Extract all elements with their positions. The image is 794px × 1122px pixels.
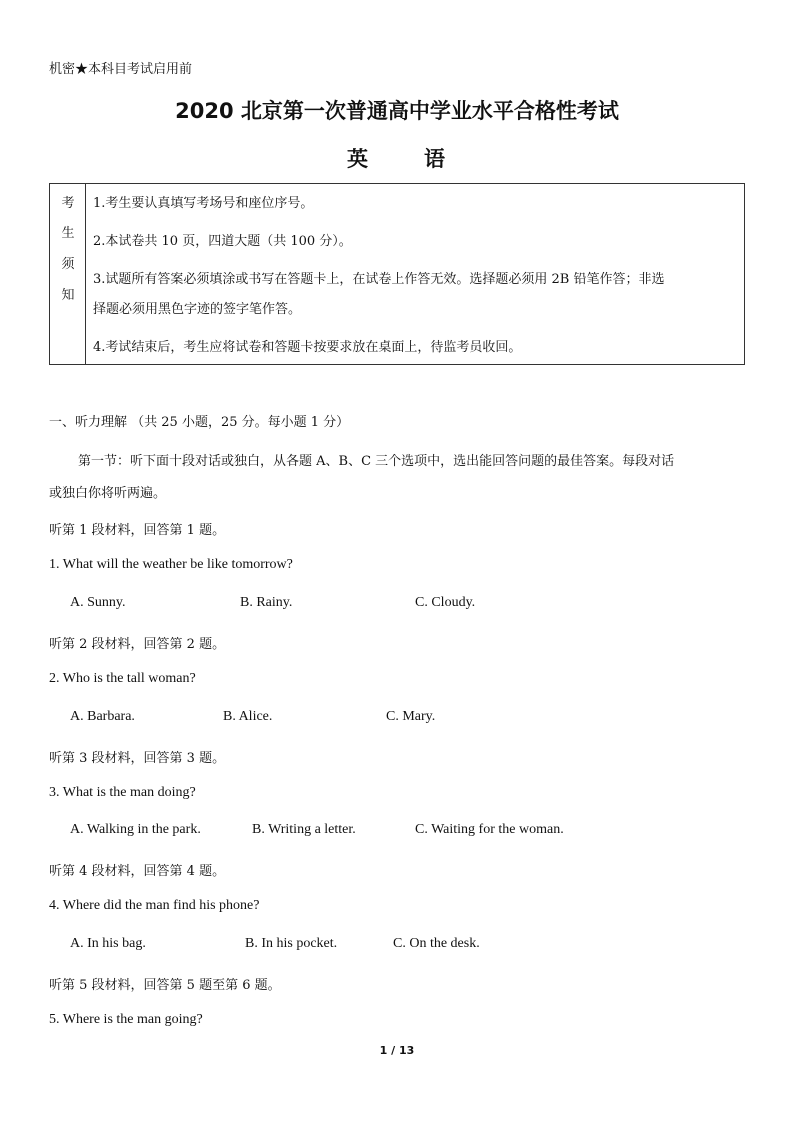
subject-char-1: 英 [347, 147, 368, 171]
section-intro-line-2: 或独白你将听两遍。 [49, 486, 167, 501]
listening-instruction: 听第 1 段材料，回答第 1 题。 [49, 523, 226, 538]
notice-label-column [50, 184, 86, 364]
page-number: 1 / 13 [379, 1044, 415, 1057]
listening-instruction: 听第 5 段材料，回答第 5 题至第 6 题。 [49, 978, 281, 993]
notice-label-char: 考 [61, 196, 75, 211]
subject-char-2: 语 [424, 147, 445, 171]
question-text: 5. Where is the man going? [49, 1012, 203, 1027]
notice-label-char: 生 [61, 226, 75, 241]
candidate-notice-box [49, 183, 745, 365]
notice-label-char: 须 [61, 257, 75, 272]
answer-option: B. Writing a letter. [252, 822, 356, 837]
listening-instruction: 听第 4 段材料，回答第 4 题。 [49, 864, 226, 879]
question-text: 2. Who is the tall woman? [49, 671, 196, 686]
answer-option: B. Rainy. [240, 595, 293, 610]
answer-option: B. In his pocket. [245, 936, 338, 951]
confidential-label: 机密★本科目考试启用前 [49, 62, 193, 77]
answer-option: B. Alice. [223, 709, 273, 724]
question-text: 1. What will the weather be like tomorrow? [49, 557, 293, 572]
section-heading: 一、听力理解 （共 25 小题，25 分。每小题 1 分） [49, 415, 350, 430]
answer-option: C. Cloudy. [415, 595, 476, 610]
notice-rule: 2.本试卷共 10 页，四道大题（共 100 分）。 [93, 234, 352, 249]
answer-option: C. On the desk. [393, 936, 480, 951]
answer-option: C. Mary. [386, 709, 436, 724]
notice-rule: 3.试题所有答案必须填涂或书写在答题卡上，在试卷上作答无效。选择题必须用 2B 铅笔作答；非选 [93, 272, 665, 287]
question-text: 4. Where did the man find his phone? [49, 898, 260, 913]
notice-rule: 择题必须用黑色字迹的签字笔作答。 [93, 302, 302, 317]
section-intro-line-1: 第一节：听下面十段对话或独白，从各题 A、B、C 三个选项中，选出能回答问题的最佳答案。每段对话 [78, 454, 675, 469]
exam-title: 2020 北京第一次普通高中学业水平合格性考试 [175, 99, 619, 123]
notice-label-char: 知 [61, 288, 75, 303]
answer-option: C. Waiting for the woman. [415, 822, 564, 837]
answer-option: A. In his bag. [70, 936, 146, 951]
answer-option: A. Barbara. [70, 709, 135, 724]
answer-option: A. Sunny. [70, 595, 126, 610]
question-text: 3. What is the man doing? [49, 785, 196, 800]
listening-instruction: 听第 3 段材料，回答第 3 题。 [49, 751, 226, 766]
notice-rule: 4.考试结束后，考生应将试卷和答题卡按要求放在桌面上，待监考员收回。 [93, 340, 522, 355]
listening-instruction: 听第 2 段材料，回答第 2 题。 [49, 637, 226, 652]
answer-option: A. Walking in the park. [70, 822, 201, 837]
notice-rule: 1.考生要认真填写考场号和座位序号。 [93, 196, 314, 211]
